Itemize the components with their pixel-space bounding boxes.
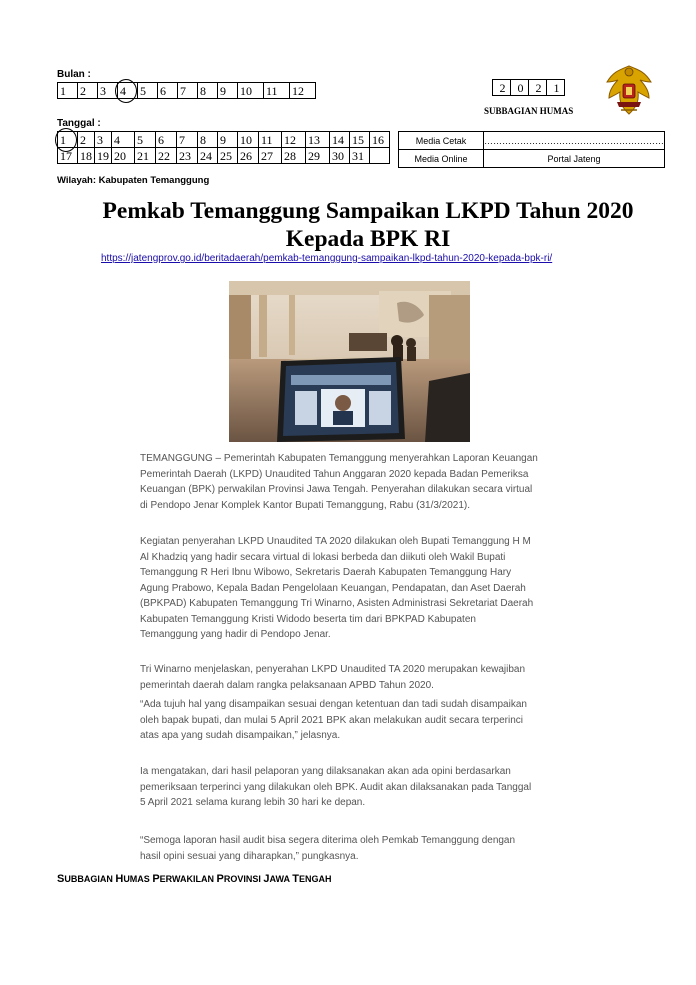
date-cell: 9 [218,132,238,148]
media-cetak-value: …………………………………………………… [484,132,665,150]
paragraph-line: “Ada tujuh hal yang disampaikan sesuai dengan ketentuan dan tadi sudah disampaikan [140,699,527,710]
paragraph-line: Temanggung R Heri Ibnu Wibowo, Sekretaris Daerah Kabupaten Temanggung Hary [140,567,512,578]
year-digit: 2 [529,80,547,96]
date-cell: 7 [177,132,198,148]
month-cell: 6 [158,83,178,99]
date-cell: 15 [350,132,370,148]
paragraph-line: Tri Winarno menjelaskan, penyerahan LKPD Unaudited TA 2020 merupakan kewajiban [140,664,526,675]
media-cetak-label: Media Cetak [399,132,484,150]
date-grid [57,131,390,164]
article-paragraph [140,697,580,744]
media-table [398,131,665,168]
year-boxes [492,79,565,96]
paragraph-line: “Semoga laporan hasil audit bisa segera diterima oleh Pemkab Temanggung dengan [140,835,516,846]
month-cell: 12 [290,83,316,99]
date-cell: 22 [156,148,177,164]
date-cell: 3 [95,132,112,148]
tanggal-label: Tanggal : [57,118,101,129]
media-online-value: Portal Jateng [484,150,665,168]
article-title [40,197,696,253]
date-cell: 27 [259,148,282,164]
date-cell: 4 [112,132,135,148]
date-cell: 1 [58,132,78,148]
month-cell: 1 [58,83,78,99]
date-cell: 5 [135,132,156,148]
date-cell: 16 [370,132,390,148]
date-cell: 31 [350,148,370,164]
date-cell: 6 [156,132,177,148]
article-body-3 [140,662,580,693]
date-cell: 24 [198,148,218,164]
paragraph-line: atas apa yang sudah disampaikan,” jelasnya. [140,730,341,741]
paragraph-line: 5 April 2021 selama kurang lebih 30 hari ke depan. [140,797,366,808]
paragraph-line: pemeriksaan terperinci yang dilakukan oleh BPK. Audit akan dilaksanakan pada Tanggal [140,781,532,793]
article-body [140,451,580,513]
paragraph-line: (BPKPAD) Kabupaten Temanggung Tri Winarno, Asisten Administrasi Sekretariat Daerah [140,598,534,609]
date-cell: 21 [135,148,156,164]
date-cell: 23 [177,148,198,164]
article-paragraph [140,534,580,643]
article-photo [229,281,470,442]
month-cell: 7 [178,83,198,99]
paragraph-line: Agung Prabowo, Kepala Badan Pengelolaan Keuangan, Pendapatan, dan Aset Daerah [140,582,526,594]
garuda-emblem-icon [603,62,655,117]
date-cell: 25 [218,148,238,164]
paragraph-line: di Pendopo Jenar Komplek Kantor Bupati Temanggung, Rabu (31/3/2021). [140,499,471,511]
wilayah-label: Wilayah: Kabupaten Temanggung [57,175,210,186]
year-digit: 1 [547,80,565,96]
footer-label [57,873,331,885]
date-cell: 29 [306,148,330,164]
paragraph-line: Temanggung yang hadir di Pendopo Jenar. [140,629,331,640]
month-grid [57,82,316,99]
bulan-label: Bulan : [57,69,91,80]
paragraph-line: hasil opini sesuai yang diharapkan,” pungkasnya. [140,850,359,862]
date-cell: 8 [198,132,218,148]
paragraph-line: Kabupaten Temanggung Kristi Widodo beserta tim dari BPKPAD Kabupaten [140,613,476,625]
date-cell: 20 [112,148,135,164]
article-body-2 [140,534,580,643]
article-paragraph [140,764,580,811]
month-cell: 3 [98,83,118,99]
paragraph-line: Ia mengatakan, dari hasil pelaporan yang dilaksanakan akan ada opini berdasarkan [140,766,511,777]
month-cell: 9 [218,83,238,99]
media-row-cetak [399,132,665,150]
article-body-4 [140,697,580,744]
paragraph-line: oleh bapak bupati, dan mulai 5 April 2021 BPK akan melakukan audit secara terperinci [140,714,524,726]
date-cell: 11 [259,132,282,148]
article-paragraph [140,662,580,693]
paragraph-line: TEMANGGUNG – Pemerintah Kabupaten Temanggung menyerahkan Laporan Keuangan [140,453,538,464]
footer-text: SUBBAGIAN HUMAS PERWAKILAN PROVINSI JAWA TENGAH [57,873,332,885]
date-cell: 28 [282,148,306,164]
year-digit: 0 [511,80,529,96]
paragraph-line: pemerintah daerah dalam rangka pelaksanaan APBD Tahun 2020. [140,679,434,691]
unit-label: SUBBAGIAN HUMAS [484,106,574,116]
article-paragraph [140,833,580,864]
date-cell: 2 [78,132,95,148]
month-cell: 2 [78,83,98,99]
date-cell: 12 [282,132,306,148]
month-cell: 8 [198,83,218,99]
paragraph-line: Al Khadziq yang hadir secara virtual di lokasi berbeda dan diikuti oleh Wakil Bupati [140,551,506,563]
article-paragraph [140,451,580,513]
date-cell: 19 [95,148,112,164]
date-cell: 10 [238,132,259,148]
media-online-label: Media Online [399,150,484,168]
paragraph-line: Pemerintah Daerah (LKPD) Unaudited Tahun Anggaran 2020 kepada Badan Pemeriksa [140,468,529,480]
paragraph-line: Kegiatan penyerahan LKPD Unaudited TA 2020 dilakukan oleh Bupati Temanggung H M [140,536,531,547]
article-title-line1: Pemkab Temanggung Sampaikan LKPD Tahun 2020 [102,198,634,224]
article-title-line2: Kepada BPK RI [285,226,451,252]
paragraph-line: Keuangan (BPK) perwakilan Provinsi Jawa Tengah. Penyerahan dilakukan secara virtual [140,484,533,495]
month-cell: 4 [118,83,138,99]
date-cell: 26 [238,148,259,164]
date-cell: 18 [78,148,95,164]
year-digit: 2 [493,80,511,96]
date-cell: 14 [330,132,350,148]
article-body-5 [140,764,580,811]
article-body-6 [140,833,580,864]
month-cell: 10 [238,83,264,99]
media-row-online [399,150,665,168]
date-cell: 30 [330,148,350,164]
article-url-link[interactable]: https://jatengprov.go.id/beritadaerah/pemkab-temanggung-sampaikan-lkpd-tahun-2020-kepada-bpk-ri/ [101,253,553,264]
date-cell: 13 [306,132,330,148]
month-cell: 11 [264,83,290,99]
month-cell: 5 [138,83,158,99]
date-cell: 17 [58,148,78,164]
date-cell-empty [370,148,390,164]
